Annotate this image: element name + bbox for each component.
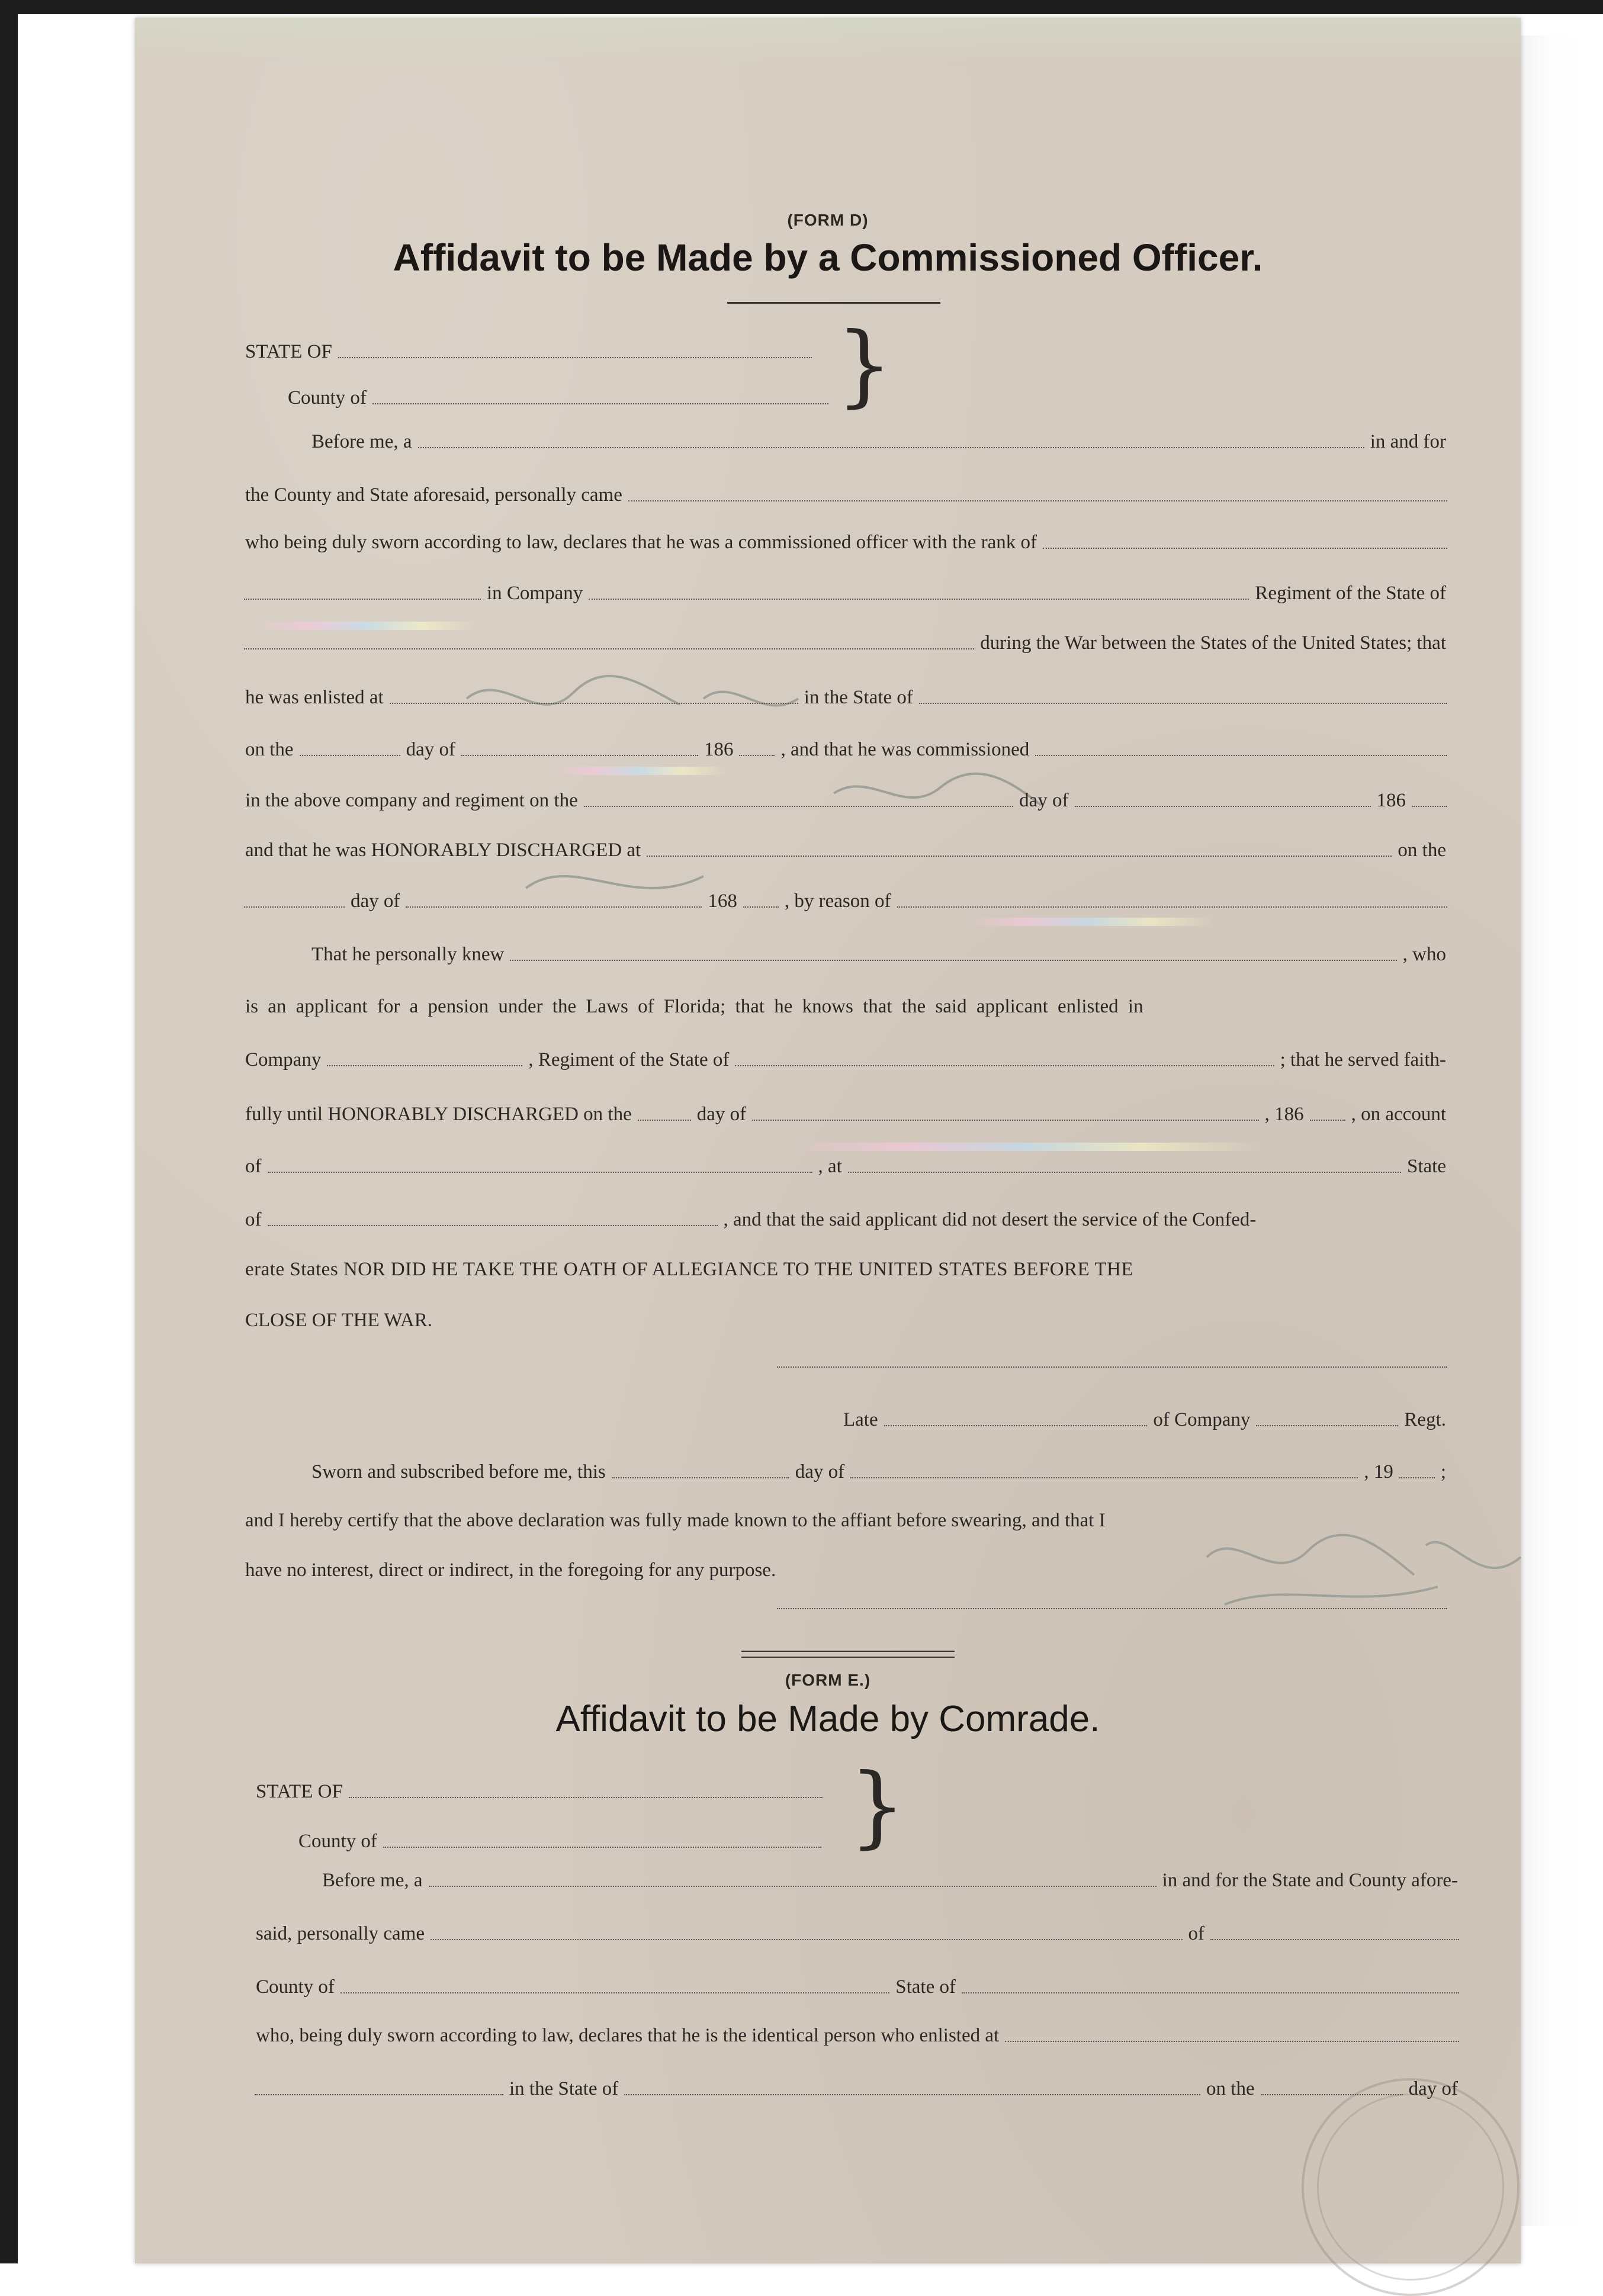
form-e-identical-person-row	[252, 2026, 1461, 2046]
above-company-label: in the above company and regiment on the	[245, 790, 578, 811]
personally-came-row	[242, 485, 1450, 505]
regt-label: Regt.	[1404, 1409, 1446, 1430]
enlist-day-blank[interactable]	[300, 751, 400, 756]
form-d-title: Affidavit to be Made by a Commissioned Officer.	[393, 236, 1263, 279]
affiant-signature-blank[interactable]	[777, 1363, 1447, 1368]
enlisted-at-label: he was enlisted at	[245, 687, 384, 708]
commission-date-row	[242, 791, 1450, 811]
commissioned-blank[interactable]	[1035, 751, 1447, 756]
discharged-at-blank[interactable]	[647, 852, 1392, 857]
personally-came-label: said, personally came	[256, 1923, 425, 1944]
in-state-of-label: in the State of	[804, 687, 913, 708]
on-the-label: on the	[1398, 840, 1446, 861]
commissioned-label: , and that he was commissioned	[780, 739, 1030, 760]
form-e-before-me-row	[319, 1871, 1461, 1890]
regiment-state-label: Regiment of the State of	[1255, 583, 1446, 604]
close-of-war-row	[242, 1311, 1450, 1330]
of-label: of	[1188, 1923, 1204, 1944]
rank-row	[242, 533, 1450, 552]
state-of-label: State of	[895, 1976, 956, 1998]
form-divider	[741, 1657, 955, 1658]
sleeve-glare	[964, 918, 1213, 926]
comrade-enlist-state-blank[interactable]	[624, 2091, 1200, 2095]
who-label: , who	[1402, 944, 1446, 965]
comrade-enlisted-at-blank[interactable]	[1005, 2037, 1459, 2042]
sleeve-glare	[786, 1143, 1260, 1151]
during-war-label: during the War between the States of the United States; that	[980, 632, 1446, 654]
officer-signature-blank[interactable]	[777, 1604, 1447, 1609]
enlisted-state-blank[interactable]	[919, 699, 1447, 704]
oath-row	[242, 1260, 1450, 1279]
day-of-label: day of	[1408, 2078, 1458, 2099]
enlisted-at-blank[interactable]	[390, 699, 798, 704]
no-interest-text: have no interest, direct or indirect, in the foregoing for any purpose.	[245, 1559, 776, 1581]
on-account-label: , on account	[1351, 1104, 1446, 1125]
day-of-label: day of	[795, 1461, 845, 1483]
company-label: Company	[245, 1049, 322, 1070]
state-of-label: STATE OF	[245, 341, 332, 362]
of-company-label: of Company	[1153, 1409, 1251, 1430]
comrade-state-blank[interactable]	[962, 1989, 1459, 1993]
state-county-brace: }	[836, 314, 893, 417]
in-state-of-label: in the State of	[509, 2078, 619, 2099]
form-d-tag: (FORM D)	[787, 211, 869, 229]
comrade-enlist-day-blank[interactable]	[1261, 2091, 1403, 2095]
comrade-name-blank[interactable]	[431, 1935, 1183, 1940]
day-of-label: day of	[696, 1104, 747, 1125]
year-prefix-label: , 186	[1264, 1104, 1304, 1125]
at-place-blank[interactable]	[848, 1168, 1401, 1173]
of-label: of	[245, 1156, 262, 1177]
day-of-label: day of	[351, 890, 400, 912]
state-of-discharge-blank[interactable]	[268, 1221, 718, 1226]
on-the-label: on the	[1206, 2078, 1255, 2099]
discharged-row	[242, 841, 1450, 860]
oath-text: erate States NOR DID HE TAKE THE OATH OF ALLEGIANCE TO THE UNITED STATES BEFORE THE	[245, 1259, 1134, 1280]
in-company-label: in Company	[487, 583, 583, 604]
certify-row	[242, 1511, 1450, 1530]
comrade-residence-blank[interactable]	[1210, 1935, 1459, 1940]
semicolon-label: ;	[1440, 1461, 1446, 1483]
affidavit-page	[135, 18, 1521, 2263]
at-label: , at	[818, 1156, 842, 1177]
year-prefix-label: 186	[1376, 790, 1406, 811]
day-of-label: day of	[406, 739, 455, 760]
account-of-row	[242, 1157, 1450, 1176]
form-e-state-blank[interactable]	[349, 1793, 823, 1798]
sworn-subscribed-label: Sworn and subscribed before me, this	[311, 1461, 606, 1483]
company-regiment-row	[242, 584, 1450, 603]
year-prefix-label: 186	[703, 739, 734, 760]
form-e-officer-blank[interactable]	[429, 1882, 1157, 1887]
applicant-discharge-row	[242, 1105, 1450, 1124]
sworn-day-blank[interactable]	[612, 1474, 789, 1478]
of-label: of	[245, 1209, 262, 1230]
enlist-year-blank[interactable]	[739, 751, 775, 756]
form-e-tag: (FORM E.)	[785, 1671, 871, 1689]
certify-text: and I hereby certify that the above declaration was fully made known to the affiant before swearing, and that I	[245, 1510, 1106, 1531]
served-faith-label: ; that he served faith-	[1280, 1049, 1446, 1070]
county-of-label: County of	[288, 387, 367, 409]
late-company-blank[interactable]	[1256, 1422, 1398, 1426]
affiant-name-blank[interactable]	[628, 497, 1447, 501]
state-of-blank[interactable]	[338, 353, 812, 358]
commission-day-blank[interactable]	[584, 802, 1013, 807]
affiant-signature-row	[775, 1363, 1450, 1371]
fully-until-label: fully until HONORABLY DISCHARGED on the	[245, 1104, 632, 1125]
before-me-row	[308, 432, 1450, 452]
commission-year-blank[interactable]	[1412, 802, 1447, 807]
sworn-year-blank[interactable]	[1399, 1474, 1435, 1478]
enlist-month-blank[interactable]	[461, 751, 698, 756]
year-prefix-label: , 19	[1364, 1461, 1393, 1483]
form-e-state-county-brace: }	[849, 1755, 906, 1858]
form-e-county-state-row	[252, 1977, 1461, 1997]
regiment-state-label: , Regiment of the State of	[528, 1049, 730, 1070]
county-of-label: County of	[256, 1976, 335, 1998]
title-divider	[727, 302, 940, 304]
on-the-label: on the	[245, 739, 294, 760]
officer-title-blank[interactable]	[418, 443, 1364, 448]
before-me-label: Before me, a	[322, 1870, 423, 1891]
county-of-blank[interactable]	[372, 400, 828, 404]
in-and-for-label: in and for the State and County afore-	[1162, 1870, 1458, 1891]
close-of-war-text: CLOSE OF THE WAR.	[245, 1310, 432, 1331]
applicant-state-blank[interactable]	[735, 1062, 1274, 1066]
rank-continued-blank[interactable]	[244, 595, 481, 600]
account-of-blank[interactable]	[268, 1168, 812, 1173]
county-of-label: County of	[298, 1831, 377, 1852]
discharge-year-blank[interactable]	[743, 903, 779, 908]
late-company-row	[840, 1410, 1450, 1430]
applicant-name-blank[interactable]	[510, 956, 1396, 961]
form-e-personally-came-row	[252, 1924, 1461, 1944]
scan-left-border	[0, 0, 18, 2263]
applicant-company-blank[interactable]	[327, 1062, 522, 1066]
in-and-for-label: in and for	[1370, 431, 1446, 452]
personally-knew-label: That he personally knew	[311, 944, 505, 965]
comrade-enlisted-at-continued-blank[interactable]	[255, 2091, 503, 2095]
sleeve-glare	[253, 622, 478, 630]
enlistment-date-row	[242, 740, 1450, 760]
applicant-text: is an applicant for a pension under the Laws of Florida; that he knows that the said applicant enlisted in	[245, 996, 1143, 1017]
applicant-text-row	[242, 997, 1450, 1017]
by-reason-of-label: , by reason of	[784, 890, 891, 912]
regiment-state-blank[interactable]	[244, 645, 974, 649]
did-not-desert-text: , and that the said applicant did not desert the service of the Confed-	[723, 1209, 1257, 1230]
enlisted-row	[242, 688, 1450, 708]
form-e-enlist-state-row	[252, 2079, 1461, 2099]
officer-signature-row	[775, 1604, 1450, 1613]
applicant-company-row	[242, 1050, 1450, 1070]
applicant-discharge-month-blank[interactable]	[752, 1116, 1259, 1121]
reason-blank[interactable]	[897, 903, 1447, 908]
form-e-title: Affidavit to be Made by Comrade.	[555, 1699, 1100, 1739]
rank-blank[interactable]	[1043, 544, 1447, 549]
before-me-label: Before me, a	[311, 431, 412, 452]
day-of-label: day of	[1019, 790, 1069, 811]
no-interest-row	[242, 1561, 1450, 1580]
late-rank-blank[interactable]	[884, 1422, 1148, 1426]
sworn-declares-label: who being duly sworn according to law, declares that he was a commissioned officer with the rank of	[245, 532, 1037, 553]
discharge-date-row	[242, 892, 1450, 911]
form-divider	[741, 1651, 955, 1652]
year-prefix-label: 168	[708, 890, 737, 912]
commission-month-blank[interactable]	[1075, 802, 1371, 807]
company-blank[interactable]	[589, 595, 1249, 600]
form-e-county-blank[interactable]	[383, 1843, 821, 1848]
late-label: Late	[843, 1409, 878, 1430]
personally-knew-row	[308, 945, 1450, 964]
applicant-discharge-day-blank[interactable]	[638, 1116, 691, 1121]
during-war-row	[242, 634, 1450, 653]
desert-row	[242, 1210, 1450, 1230]
discharge-month-blank[interactable]	[406, 903, 702, 908]
discharge-day-blank[interactable]	[244, 903, 345, 908]
sworn-month-blank[interactable]	[850, 1474, 1358, 1478]
applicant-discharge-year-blank[interactable]	[1310, 1116, 1345, 1121]
personally-came-label: the County and State aforesaid, personally came	[245, 484, 622, 506]
comrade-county-blank[interactable]	[340, 1989, 889, 1993]
honorably-discharged-label: and that he was HONORABLY DISCHARGED at	[245, 840, 641, 861]
state-label: State	[1407, 1156, 1446, 1177]
scan-top-border	[0, 0, 1603, 14]
identical-person-text: who, being duly sworn according to law, declares that he is the identical person who enlisted at	[256, 2025, 1000, 2046]
sworn-subscribed-row	[308, 1462, 1450, 1482]
state-of-label: STATE OF	[256, 1781, 343, 1802]
